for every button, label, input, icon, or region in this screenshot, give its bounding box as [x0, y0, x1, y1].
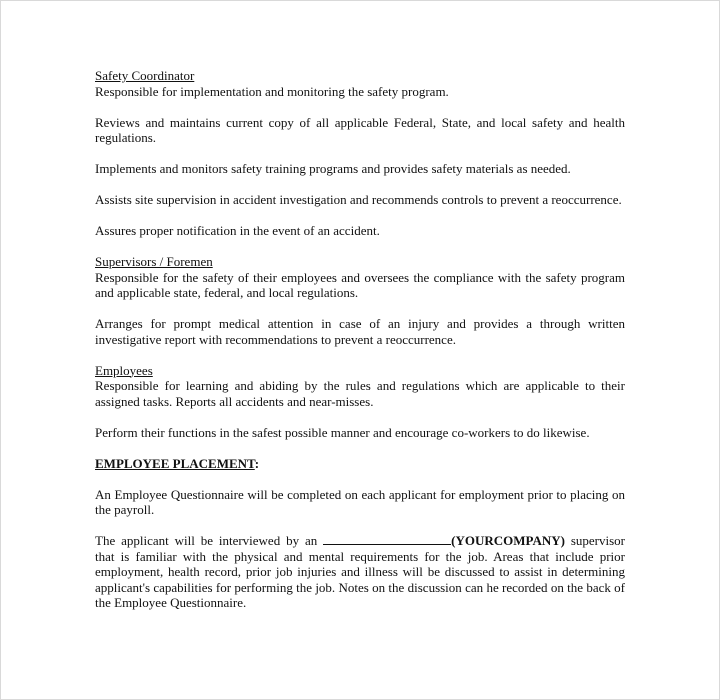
employee-placement-title: EMPLOYEE PLACEMENT	[95, 455, 255, 471]
paragraph: Assists site supervision in accident investigation and recommends controls to prevent a reoccurrence.	[95, 192, 622, 207]
supervisors-section	[95, 254, 625, 301]
document-content	[95, 68, 625, 626]
paragraph: Assures proper notification in the event of an accident.	[95, 223, 380, 238]
employee-placement-heading	[95, 456, 625, 472]
paragraph: Implements and monitors safety training programs and provides safety materials as needed.	[95, 161, 571, 176]
employee-placement-colon: :	[254, 455, 260, 471]
employees-heading: Employees	[95, 362, 153, 378]
interview-suffix: supervisor that is familiar with the physical and mental requirements for the job. Areas that include prior employment, health record, prior job injuries and illness will be discussed to assist in determining applicant's capabilities for performing the job. Notes on the discussion can he recorded on the back of the Employee Questionnaire.	[95, 533, 625, 610]
company-placeholder: (YOURCOMPANY)	[451, 533, 565, 548]
safety-coordinator-heading: Safety Coordinator	[95, 68, 195, 83]
supervisors-lead: Responsible for the safety of their employees and oversees the compliance with the safety program and applicable state, federal, and local regulations.	[95, 269, 625, 300]
paragraph: An Employee Questionnaire will be completed on each applicant for employment prior to placing on the payroll.	[95, 486, 625, 517]
company-blank-line	[323, 533, 451, 545]
interview-prefix: The applicant will be interviewed by an	[95, 533, 324, 548]
employees-section	[95, 363, 625, 410]
employees-lead: Responsible for learning and abiding by the rules and regulations which are applicable to their assigned tasks. Reports all accidents and near-misses.	[95, 378, 625, 409]
paragraph: Arranges for prompt medical attention in case of an injury and provides a through written investigative report with recommendations to prevent a reoccurrence.	[95, 316, 625, 347]
supervisors-heading: Supervisors / Foremen	[95, 254, 213, 269]
paragraph: Reviews and maintains current copy of all applicable Federal, State, and local safety and health regulations.	[95, 114, 625, 145]
interview-paragraph	[95, 533, 625, 611]
safety-coordinator-section	[95, 68, 625, 99]
safety-coordinator-lead: Responsible for implementation and monitoring the safety program.	[95, 83, 449, 99]
paragraph: Perform their functions in the safest possible manner and encourage co-workers to do likewise.	[95, 424, 590, 440]
